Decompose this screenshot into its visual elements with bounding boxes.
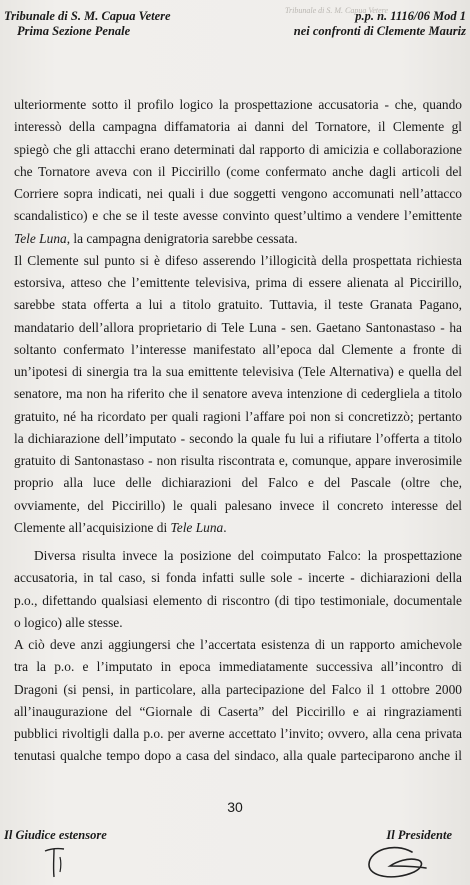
body-line: ovviamente, del Piccirillo) le quali palesano invece il concreto interesse del <box>14 497 462 513</box>
bleed-through-text: Tribunale di S. M. Capua Vetere <box>285 6 389 15</box>
body-line: che Tornatore aveva con il Piccirillo (come confermato anche dagli articoli del <box>14 163 462 179</box>
body-line: sarebbe stata offerta a lui a titolo gratuito. Tuttavia, il teste Granata Pagano, <box>14 297 462 313</box>
court-name: Tribunale di S. M. Capua Vetere <box>4 9 171 23</box>
body-line: A ciò deve anzi aggiungersi che l’accertata esistenza di un rapporto amichevole <box>14 637 462 652</box>
body-line: interessò della campagna diffamatoria ai danni del Tornatore, il Clemente gl <box>14 119 462 135</box>
body-line: gratuito, né ha ricordato per quali ragioni l’affare poi non si concretizzò; pertanto <box>14 408 462 424</box>
body-line: Il Clemente sul punto si è difeso asserendo l’illogicità della prospettata richiesta <box>14 252 462 268</box>
body-line: Clemente all’acquisizione di Tele Luna. <box>14 519 227 535</box>
body-line: Tele Luna, la campagna denigratoria sarebbe cessata. <box>14 230 298 246</box>
body-line: la dichiarazione dell’imputato - secondo la quale fu lui a rifiutare l’offerta a titolo <box>14 430 462 446</box>
case-number: p.p. n. 1116/06 Mod 1 <box>355 9 466 23</box>
handwritten-signature-left <box>42 845 70 879</box>
body-line: estorsiva, atteso che l’emittente televisiva, prima di essere alienata al Piccirillo, <box>14 275 462 290</box>
page-number: 30 <box>227 799 243 815</box>
body-line: accusatoria, in tal caso, si fonda infatti sulle sole - incerte - dichiarazioni della <box>14 570 462 586</box>
signature-label-left: Il Giudice estensore <box>4 828 107 842</box>
body-line: proprio alla luce delle dichiarazioni del Falco e del Pascale (oltre che, <box>14 475 462 491</box>
court-section: Prima Sezione Penale <box>17 24 131 38</box>
body-line: scandalistico) e che se il teste avesse convinto quest’ultimo a vendere l’emittente <box>14 208 462 224</box>
body-line: p.o., difettando qualsiasi elemento di riscontro (di tipo testimoniale, documentale <box>14 592 462 608</box>
body-line: senatore, ma non ha riferito che il senatore aveva intenzione di cedergliela a titolo <box>14 386 462 402</box>
body-line: Diversa risulta invece la posizione del coimputato Falco: la prospettazione <box>34 548 462 563</box>
body-line: ulteriormente sotto il profilo logico la prospettazione accusatoria - che, quando <box>14 97 462 112</box>
body-line: pubblici rivoltigli dalla p.o. per averne accettato l’invito; ovvero, alla cena privata <box>14 726 462 741</box>
body-line: gratuito di Santonastaso - non risulta riscontrata e, comunque, appare inverosimile <box>14 453 462 468</box>
body-line: mandatario dell’allora proprietario di Tele Luna - sen. Gaetano Santonastaso - ha <box>14 319 462 335</box>
header-left <box>4 9 171 39</box>
document-body <box>14 94 462 768</box>
body-line: spiegò che gli attacchi erano determinati dal rapporto di amicizia e collaborazione <box>14 141 462 157</box>
signature-label-right: Il Presidente <box>386 828 452 842</box>
body-line: o logico) alle stesse. <box>14 614 123 630</box>
body-line: soltanto confermato l’interesse manifestato all’epoca dal Clemente a fronte di <box>14 341 462 357</box>
body-line: un’ipotesi di sinergia tra la sua emittente televisiva (Tele Alternativa) e quella del <box>14 364 462 379</box>
body-line: all’inaugurazione del “Giornale di Caserta” del Piccirillo e ai ringraziamenti <box>14 703 462 719</box>
body-line: Dragoni (si pensi, in particolare, alla partecipazione del Falco il 1 ottobre 2000 <box>14 681 462 697</box>
handwritten-signature-right <box>364 844 430 884</box>
body-line: tra la p.o. e l’imputato in epoca immediatamente successiva all’incontro di <box>14 659 462 675</box>
case-defendant: nei confronti di Clemente Mauriz <box>293 24 466 38</box>
body-line: tenutasi qualche tempo dopo a casa del sindaco, alla quale parteciparono anche il <box>14 748 462 764</box>
body-line: Corriere sopra indicati, nei quali i due soggetti vengono accomunati nell’attacco <box>14 186 462 201</box>
header-right <box>294 9 466 39</box>
